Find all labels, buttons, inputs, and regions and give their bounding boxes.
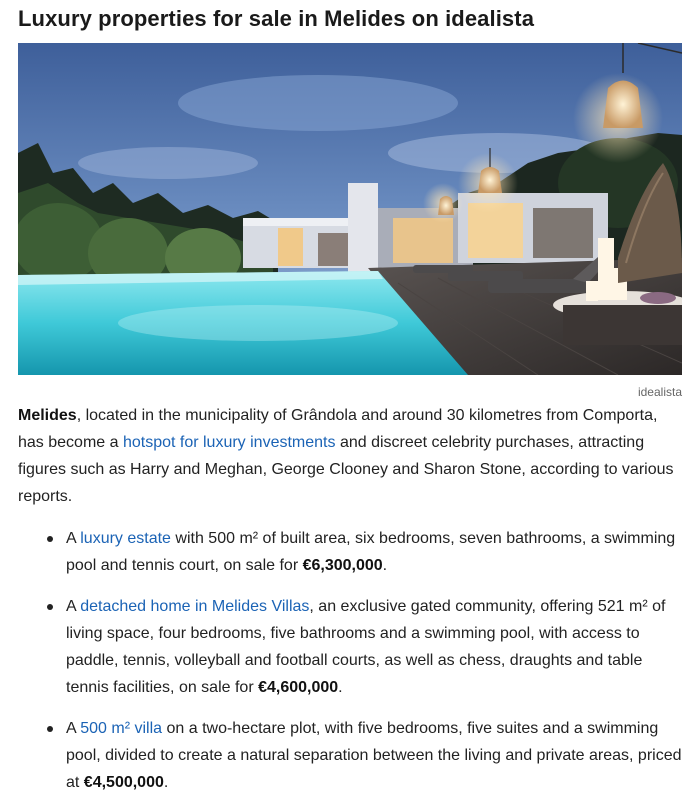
listing-text: , an exclusive gated community, offering 521 m² of living space, four bedrooms, five bathrooms and a swimming pool, with access to paddle, tennis, volleyball and football courts, as well as chess, draughts and table tennis facilities, on sale for	[66, 598, 666, 696]
listing-prefix: A	[66, 530, 81, 547]
listing-suffix: .	[338, 679, 343, 696]
listing-price: €6,300,000	[302, 557, 383, 574]
intro-place: Melides	[18, 407, 77, 424]
listing-text: with 500 m² of built area, six bedrooms, seven bathrooms, a swimming pool and tennis court, on sale for	[66, 530, 676, 574]
listing-prefix: A	[66, 598, 81, 615]
hotspot-luxury-investments-link[interactable]: hotspot for luxury investments	[122, 434, 336, 451]
luxury-estate-link[interactable]: luxury estate	[80, 530, 171, 547]
bullet-icon	[47, 536, 53, 542]
property-listings	[18, 525, 682, 810]
intro-paragraph	[18, 402, 682, 510]
melides-villas-link[interactable]: detached home in Melides Villas	[80, 598, 310, 615]
bullet-icon	[47, 726, 53, 732]
listing-item	[18, 525, 682, 579]
bullet-icon	[47, 604, 53, 610]
article-section-title: Luxury properties for sale in Melides on idealista	[18, 6, 535, 31]
hero-image	[18, 43, 682, 375]
listing-item	[18, 593, 682, 701]
listing-prefix: A	[66, 720, 81, 737]
intro-text-1: , located in the municipality of Grândola and around 30 kilometres from Comporta, has become a	[18, 407, 658, 451]
image-credit: idealista	[637, 385, 682, 399]
listing-price: €4,600,000	[258, 679, 339, 696]
listing-suffix: .	[163, 774, 169, 791]
intro-text-2: and discreet celebrity purchases, attracting figures such as Harry and Meghan, George Clooney and Sharon Stone, according to various reports.	[18, 434, 674, 505]
listing-item	[18, 715, 682, 796]
listing-suffix: .	[382, 557, 388, 574]
villa-500m2-link[interactable]: 500 m² villa	[80, 720, 163, 737]
listing-price: €4,500,000	[83, 774, 164, 791]
listing-text: on a two-hectare plot, with five bedrooms, five suites and a swimming pool, divided to create a natural separation between the living and private areas, priced at	[66, 720, 682, 791]
